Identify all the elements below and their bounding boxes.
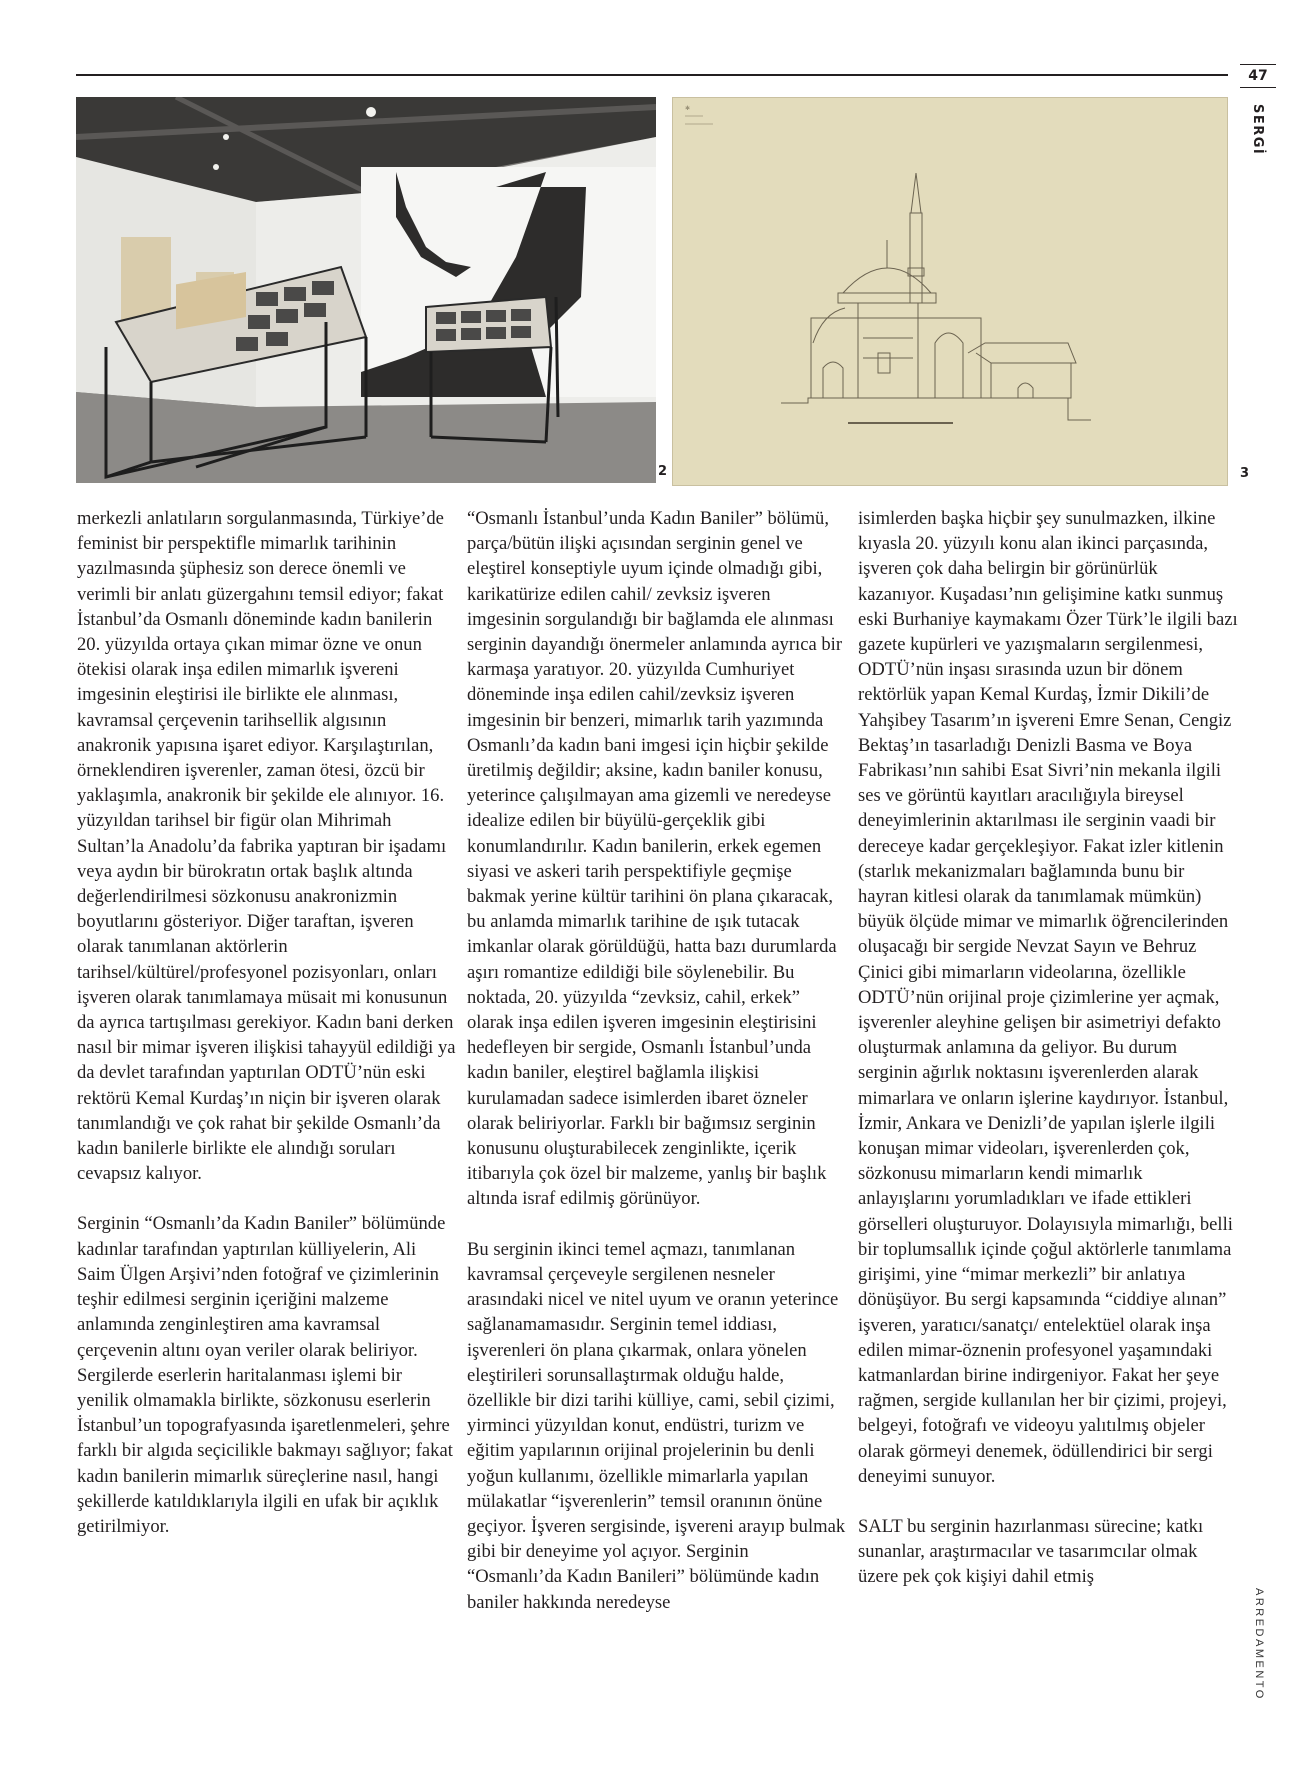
figure-2-number: 2 — [658, 464, 668, 479]
figure-mosque-drawing — [672, 97, 1228, 486]
paragraph: SALT bu serginin hazırlanması sürecine; katkı sunanlar, araştırmacılar ve tasarımcılar olmak üzere pek çok kişiyi dahil etmiş — [858, 1515, 1204, 1588]
mosque-section-drawing — [673, 98, 1228, 486]
folio-rule-bottom — [1240, 87, 1276, 88]
page-number: 47 — [1248, 68, 1268, 84]
paragraph: isimlerden başka hiçbir şey sunulmazken, ilkine kıyasla 20. yüzyılı konu alan ikinci parçasında, işveren çok daha belirgin bir görünürlük kazanıyor. Kuşadası’nın gelişimine katkı sunmuş eski Burhaniye kaymakamı Özer Türk’le ilgili bazı gazete kupürleri ve yazışmaların sergilenmesi, ODTÜ’nün inşası sırasında uzun bir dönem rektörlük yapan Kemal Kurdaş, İzmir Dikili’de Yahşibey Tasarım’ın işvereni Emre Senan, Cengiz Bektaş’ın tasarladığı Denizli Basma ve Boya Fabrikası’nın sahibi Esat Sivri’nin mekanla ilgili ses ve görüntü kayıtları aracılığıyla bireysel deneyimlerinin aktarılması ile serginin vaadi bir dereceye kadar gerçekleşiyor. Fakat izler kitlenin (starlık mekanizmaları bağlamında bunu bir hayran kitlesi olarak da tanımlamak mümkün) büyük ölçüde mimar ve mimarlık öğrencilerinden oluşacağı bir sergide Nevzat Sayın ve Behruz Çinici gibi mimarların videolarına, özellikle ODTÜ’nün orijinal proje çizimlerine yer açmak, işverenler aleyhine gelişen bir asimetriyi defakto oluşturmak anlamına da geliyor. Bu durum serginin ağırlık noktasını işverenlerden alarak mimarlara ve onların işlerine kaydırıyor. İstanbul, İzmir, Ankara ve Denizli’de yapılan işlerle ilgili konuşan mimar videoları, işverenlerden çok, sözkonusu mimarların kendi mimarlık anlayışlarını yorumladıkları ve ifade ettikleri görselleri oluşturuyor. Dolayısıyla mimarlığı, belli bir toplumsallık içinde çoğul aktörlerle tanımlama girişimi, yine “mimar merkezli” bir anlatıya dönüşüyor. Bu sergi kapsamında “ciddiye alınan” işveren, yaratıcı/sanatçı/ entelektüel olarak inşa edilen mimar-öznenin profesyonel yaşamındaki katmanlardan birine indirgeniyor. Fakat her şeye rağmen, sergide kullanılan her bir çizimi, projeyi, belgeyi, fotoğrafı ve videoyu yalıtılmış objeler olarak görmeyi denemek, ödüllendirici bir sergi deneyimi sunuyor. — [858, 508, 1238, 1487]
paragraph: “Osmanlı İstanbul’unda Kadın Baniler” bölümü, parça/bütün ilişki açısından serginin genel ve eleştirel konseptiyle uyum içinde olmadığı gibi, karikatürize edilen cahil/ zevksiz işveren imgesinin sorgulandığı bir bağlamda ele alınması serginin dayandığı önermeler anlamında ayrıca bir karmaşa yaratıyor. 20. yüzyılda Cumhuriyet döneminde inşa edilen cahil/zevksiz işveren imgesinin bir benzeri, mimarlık tarih yazımında Osmanlı’da kadın bani imgesi için hiçbir şekilde üretilmiş değildir; aksine, kadın baniler konusu, yeterince çalışılmayan ama gizemli ve neredeyse idealize edilen bir büyülü-gerçeklik gibi konumlandırılır. Kadın banilerin, erkek egemen siyasi ve askeri tarih perspektifiyle geçmişe bakmak yerine kültür tarihini ön plana çıkaracak, bu anlamda mimarlık tarihine de ışık tutacak imkanlar olarak görüldüğü, hatta bazı durumlarda aşırı romantize edildiği bile söylenebilir. Bu noktada, 20. yüzyılda “zevksiz, cahil, erkek” olarak inşa edilen işveren imgesinin eleştirisini hedefleyen bir sergide, Osmanlı İstanbul’unda kadın baniler, eleştirel bağlamla ilişkisi kurulamadan sadece isimlerden ibaret özneler olarak beliriyorlar. Farklı bir bağımsız serginin konusunu oluşturabilecek zenginlikte, içerik itibarıyla çok özel bir malzeme, yanlış bir başlık altında israf edilmiş görünüyor. — [467, 508, 843, 1210]
paragraph: Serginin “Osmanlı’da Kadın Baniler” bölümünde kadınlar tarafından yaptırılan külliyelerin, Ali Saim Ülgen Arşivi’nden fotoğraf ve çizimlerinin teşhir edilmesi serginin içeriğini malzeme anlamında zenginleştiren ama kavramsal çerçevenin altını oyan veriler olarak beliriyor. Sergilerde eserlerin haritalanması işlemi bir yenilik olmamakla birlikte, sözkonusu eserlerin İstanbul’un topografyasında işaretlenmeleri, şehre farklı bir algıda seçicilikle bakmayı sağlıyor; fakat kadın banilerin mimarlık süreçlerine nasıl, hangi şekillerde katıldıklarıyla ilgili en ufak bir açıklık getirilmiyor. — [77, 1213, 453, 1537]
folio-rule-top — [1240, 64, 1276, 65]
section-label: SERGİ — [1250, 104, 1265, 156]
svg-text:✱: ✱ — [685, 106, 691, 112]
text-column-2 — [467, 506, 847, 1615]
page-folio — [1240, 64, 1276, 88]
paragraph: Bu serginin ikinci temel açmazı, tanımlanan kavramsal çerçeveyle sergilenen nesneler arasındaki nicel ve nitel uyum ve oranın yeterince sağlanamamasıdır. Serginin temel iddiası, işverenleri ön plana çıkarmak, onlara yönelen eleştirileri sorunsallaştırmak olduğu halde, özellikle bir dizi tarihi külliye, cami, sebil çizimi, yirminci yüzyıldan konut, endüstri, turizm ve eğitim yapılarının orijinal projelerinin bu denli yoğun kullanımı, özellikle mimarlarla yapılan mülakatlar “işverenlerin” temsil oranının önüne geçiyor. İşveren sergisinde, işvereni arayıp bulmak gibi bir deneyime yol açıyor. Serginin “Osmanlı’da Kadın Banileri” bölümünde kadın baniler hakkında neredeyse — [467, 1238, 846, 1613]
paragraph: merkezli anlatıların sorgulanmasında, Türkiye’de feminist bir perspektifle mimarlık tarihinin yazılmasında şüphesiz son derece önemli ve verimli bir anlatı güzergahını temsil ediyor; fakat İstanbul’da Osmanlı döneminde kadın banilerin 20. yüzyılda ortaya çıkan mimar özne ve onun ötekisi olarak inşa edilen mimarlık işvereni imgesinin eleştirisi ile birlikte ele alınması, kavramsal çerçevenin tarihsellik algısının anakronik yapısına işaret ediyor. Karşılaştırılan, örneklendiren işverenler, zaman ötesi, özcü bir yaklaşımla, anakronik bir şekilde ele alınıyor. 16. yüzyıldan tarihsel bir figür olan Mihrimah Sultan’la Anadolu’da fabrika yaptıran bir işadamı veya aydın bir bürokratın ortak başlık altında değerlendirilmesi sözkonusu anakronizmin boyutlarını gösteriyor. Diğer taraftan, işveren olarak tanımlanan aktörlerin tarihsel/kültürel/profesyonel pozisyonları, onları işveren olarak tanımlamaya müsait mi konusunun da ayrıca tartışılması gerekiyor. Kadın bani derken nasıl bir mimar işveren ilişkisi tahayyül edildiği ya da devlet tarafından yaptırılan ODTÜ’nün eski rektörü Kemal Kurdaş’ın niçin bir işveren olarak tanımlandığı ve çok rahat bir şekilde Osmanlı’da kadın banilerle birlikte ele alındığı soruları cevapsız kalıyor. — [77, 508, 456, 1185]
text-column-1 — [77, 506, 457, 1539]
exhibition-photo-illustration — [76, 97, 656, 483]
top-rule — [76, 74, 1228, 76]
figure-exhibition-photo — [76, 97, 656, 483]
magazine-name: ARREDAMENTO — [1253, 1588, 1265, 1701]
text-column-3 — [858, 506, 1238, 1590]
figure-3-number: 3 — [1240, 466, 1250, 481]
